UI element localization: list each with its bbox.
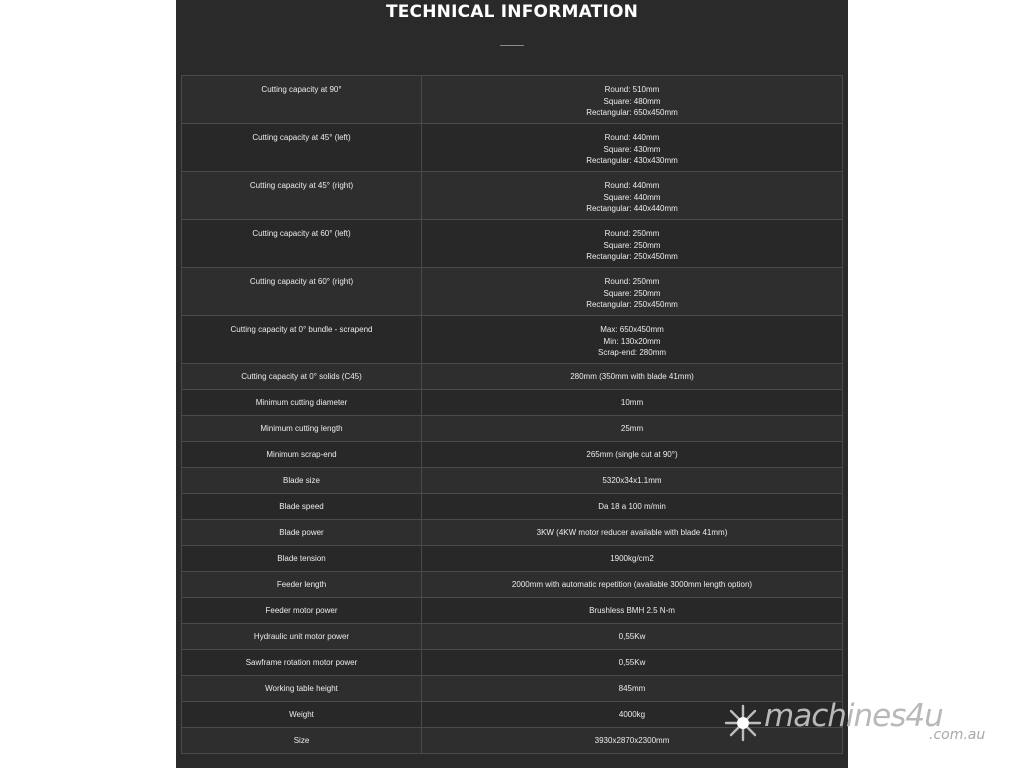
spec-value-line: 10mm (620, 397, 644, 407)
spec-value-line: Square: 250mm (603, 288, 661, 298)
table-row (182, 172, 843, 220)
spec-value-line: Square: 440mm (603, 192, 661, 202)
spec-label: Size (182, 728, 422, 754)
table-row (182, 416, 843, 442)
spec-value-line: Rectangular: 430x430mm (586, 156, 678, 165)
spec-value-line: Square: 480mm (603, 96, 661, 106)
spec-value-line: Max: 650x450mm (600, 325, 664, 334)
spec-label: Weight (182, 702, 422, 728)
spec-value-line: Rectangular: 650x450mm (586, 108, 678, 117)
watermark-domain: .com.au (929, 727, 986, 743)
table-row (182, 624, 843, 650)
table-row (182, 676, 843, 702)
spec-value-line: Brushless BMH 2.5 N-m (589, 605, 675, 615)
table-row (182, 220, 843, 268)
spec-value (422, 624, 843, 650)
spec-label: Blade size (182, 468, 422, 494)
spec-value (422, 364, 843, 390)
watermark-brand: machines4u (764, 698, 943, 734)
spec-label: Feeder length (182, 572, 422, 598)
spec-value (422, 416, 843, 442)
spec-value (422, 520, 843, 546)
spec-label: Hydraulic unit motor power (182, 624, 422, 650)
spec-value-line: 2000mm with automatic repetition (available 3000mm length option) (511, 579, 753, 589)
spec-value-line: 3KW (4KW motor reducer available with blade 41mm) (536, 527, 728, 537)
spec-value (422, 468, 843, 494)
spec-table (181, 75, 843, 754)
table-row (182, 124, 843, 172)
table-row (182, 442, 843, 468)
table-row (182, 494, 843, 520)
table-row (182, 546, 843, 572)
section-title: TECHNICAL INFORMATION (385, 2, 639, 22)
table-row (182, 76, 843, 124)
spec-value (422, 650, 843, 676)
spec-value (422, 390, 843, 416)
table-row (182, 468, 843, 494)
spec-label: Minimum scrap-end (182, 442, 422, 468)
spec-value-line: Round: 250mm (604, 229, 660, 238)
spec-value-line: 1900kg/cm2 (610, 553, 654, 563)
spec-label: Minimum cutting length (182, 416, 422, 442)
spec-value-line: Rectangular: 250x450mm (586, 252, 678, 261)
spec-value-line: Square: 430mm (603, 144, 661, 154)
spec-value (422, 546, 843, 572)
spec-value (422, 316, 843, 364)
spec-value-line: Da 18 a 100 m/min (598, 501, 666, 511)
spec-value-line: 0,55Kw (618, 657, 646, 667)
spec-label: Cutting capacity at 60° (right) (182, 268, 422, 316)
spec-label: Sawframe rotation motor power (182, 650, 422, 676)
spec-label: Cutting capacity at 90° (182, 76, 422, 124)
spec-value (422, 442, 843, 468)
spec-value (422, 220, 843, 268)
table-row (182, 650, 843, 676)
star-burst-icon (724, 704, 762, 742)
table-row (182, 572, 843, 598)
spec-value (422, 76, 843, 124)
spec-value-line: Square: 250mm (603, 240, 661, 250)
spec-value-line: 25mm (620, 423, 644, 433)
spec-value-line: Min: 130x20mm (603, 336, 661, 346)
spec-value-line: Round: 510mm (604, 85, 660, 94)
spec-label: Cutting capacity at 0° solids (C45) (182, 364, 422, 390)
technical-information-panel (176, 0, 848, 768)
table-row (182, 390, 843, 416)
watermark-logo (724, 700, 994, 750)
spec-value (422, 124, 843, 172)
spec-label: Cutting capacity at 45° (left) (182, 124, 422, 172)
spec-value-line: 4000kg (618, 709, 646, 719)
spec-label: Blade power (182, 520, 422, 546)
spec-label: Feeder motor power (182, 598, 422, 624)
table-row (182, 316, 843, 364)
table-row (182, 598, 843, 624)
spec-value (422, 268, 843, 316)
spec-label: Cutting capacity at 45° (right) (182, 172, 422, 220)
title-divider (500, 45, 524, 46)
spec-value-line: 0,55Kw (618, 631, 646, 641)
spec-value-line: 265mm (single cut at 90°) (586, 449, 678, 459)
spec-label: Minimum cutting diameter (182, 390, 422, 416)
table-row (182, 364, 843, 390)
table-row (182, 268, 843, 316)
spec-value-line: 280mm (350mm with blade 41mm) (570, 371, 694, 381)
spec-label: Cutting capacity at 60° (left) (182, 220, 422, 268)
spec-table-body (182, 76, 843, 754)
spec-value-line: Rectangular: 250x450mm (586, 300, 678, 309)
spec-label: Working table height (182, 676, 422, 702)
table-row (182, 520, 843, 546)
spec-value-line: 845mm (618, 683, 646, 693)
spec-value-line: Round: 440mm (604, 133, 660, 142)
spec-value-line: Round: 440mm (604, 181, 660, 190)
spec-label: Cutting capacity at 0° bundle - scrapend (182, 316, 422, 364)
spec-value-line: 3930x2870x2300mm (594, 735, 670, 745)
spec-value (422, 172, 843, 220)
spec-label: Blade speed (182, 494, 422, 520)
spec-value (422, 572, 843, 598)
spec-value-line: Scrap-end: 280mm (597, 348, 667, 357)
spec-label: Blade tension (182, 546, 422, 572)
spec-value-line: Rectangular: 440x440mm (586, 204, 678, 213)
spec-value-line: Round: 250mm (604, 277, 660, 286)
spec-value (422, 598, 843, 624)
spec-value (422, 494, 843, 520)
spec-value-line: 5320x34x1.1mm (602, 475, 662, 485)
